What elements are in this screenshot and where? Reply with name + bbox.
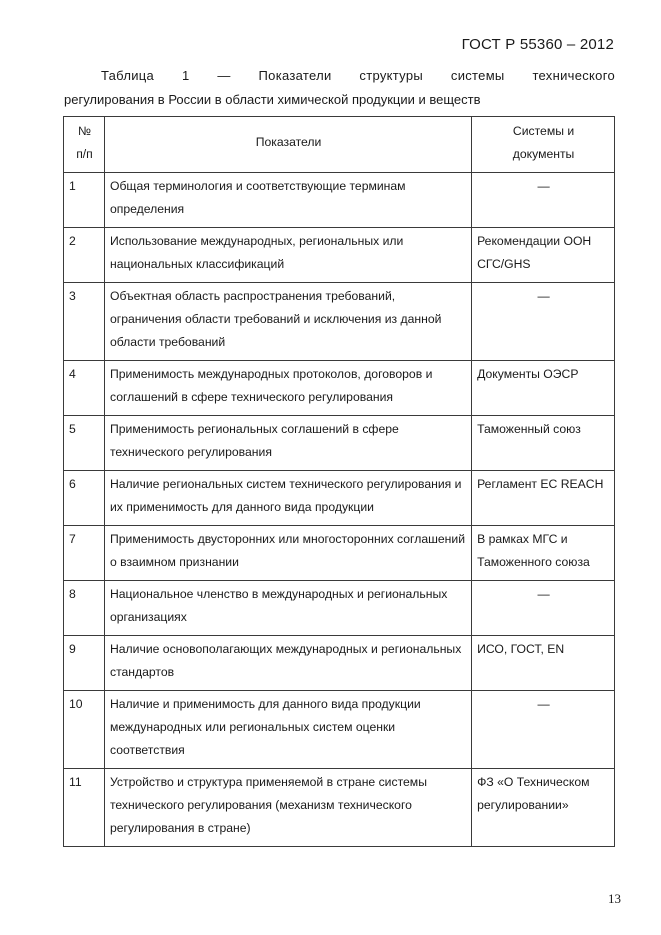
row-systems: Регламент ЕС REACH (472, 471, 615, 526)
table-row (64, 416, 615, 471)
header-systems: Системы и документы (472, 117, 615, 173)
table-row (64, 283, 615, 361)
row-number: 11 (64, 769, 105, 847)
row-systems: — (472, 283, 615, 361)
table-row (64, 471, 615, 526)
header-indicator: Показатели (104, 117, 471, 173)
row-indicator: Применимость региональных соглашений в сфере технического регулирования (104, 416, 471, 471)
table-row (64, 361, 615, 416)
row-indicator: Наличие основополагающих международных и региональных стандартов (104, 636, 471, 691)
row-number: 3 (64, 283, 105, 361)
table-caption (64, 64, 615, 112)
row-systems: Рекомендации ООН СГС/GHS (472, 228, 615, 283)
row-systems: Документы ОЭСР (472, 361, 615, 416)
row-indicator: Применимость международных протоколов, договоров и соглашений в сфере технического регулирования (104, 361, 471, 416)
table-caption-line-1: Таблица 1 — Показатели структуры системы технического (101, 68, 615, 83)
row-number: 7 (64, 526, 105, 581)
table-row (64, 691, 615, 769)
row-systems: В рамках МГС и Таможенного союза (472, 526, 615, 581)
table-row (64, 173, 615, 228)
row-indicator: Национальное членство в международных и региональных организациях (104, 581, 471, 636)
table-caption-line-2: регулирования в России в области химической продукции и веществ (64, 92, 481, 107)
row-indicator: Объектная область распространения требований, ограничения области требований и исключения из данной области требований (104, 283, 471, 361)
table-row (64, 228, 615, 283)
row-indicator: Наличие региональных систем технического регулирования и их применимость для данного вида продукции (104, 471, 471, 526)
row-systems: — (472, 173, 615, 228)
row-number: 6 (64, 471, 105, 526)
row-number: 9 (64, 636, 105, 691)
row-number: 1 (64, 173, 105, 228)
header-num: № п/п (64, 117, 105, 173)
row-number: 4 (64, 361, 105, 416)
row-systems: ФЗ «О Техническом регулировании» (472, 769, 615, 847)
indicators-table (63, 116, 615, 847)
row-number: 5 (64, 416, 105, 471)
row-indicator: Общая терминология и соответствующие терминам определения (104, 173, 471, 228)
table-header-row (64, 117, 615, 173)
row-number: 2 (64, 228, 105, 283)
row-number: 8 (64, 581, 105, 636)
row-indicator: Использование международных, региональных или национальных классификаций (104, 228, 471, 283)
row-systems: Таможенный союз (472, 416, 615, 471)
table-row (64, 581, 615, 636)
row-systems: — (472, 581, 615, 636)
row-systems: — (472, 691, 615, 769)
table-row (64, 526, 615, 581)
row-indicator: Устройство и структура применяемой в стране системы технического регулирования (механизм технического регулирования в стране) (104, 769, 471, 847)
row-number: 10 (64, 691, 105, 769)
row-indicator: Наличие и применимость для данного вида продукции международных или региональных систем оценки соответствия (104, 691, 471, 769)
page-number: 13 (608, 891, 621, 906)
document-code: ГОСТ Р 55360 – 2012 (461, 36, 614, 53)
table-row (64, 636, 615, 691)
table-row (64, 769, 615, 847)
row-systems: ИСО, ГОСТ, EN (472, 636, 615, 691)
row-indicator: Применимость двусторонних или многосторонних соглашений о взаимном признании (104, 526, 471, 581)
